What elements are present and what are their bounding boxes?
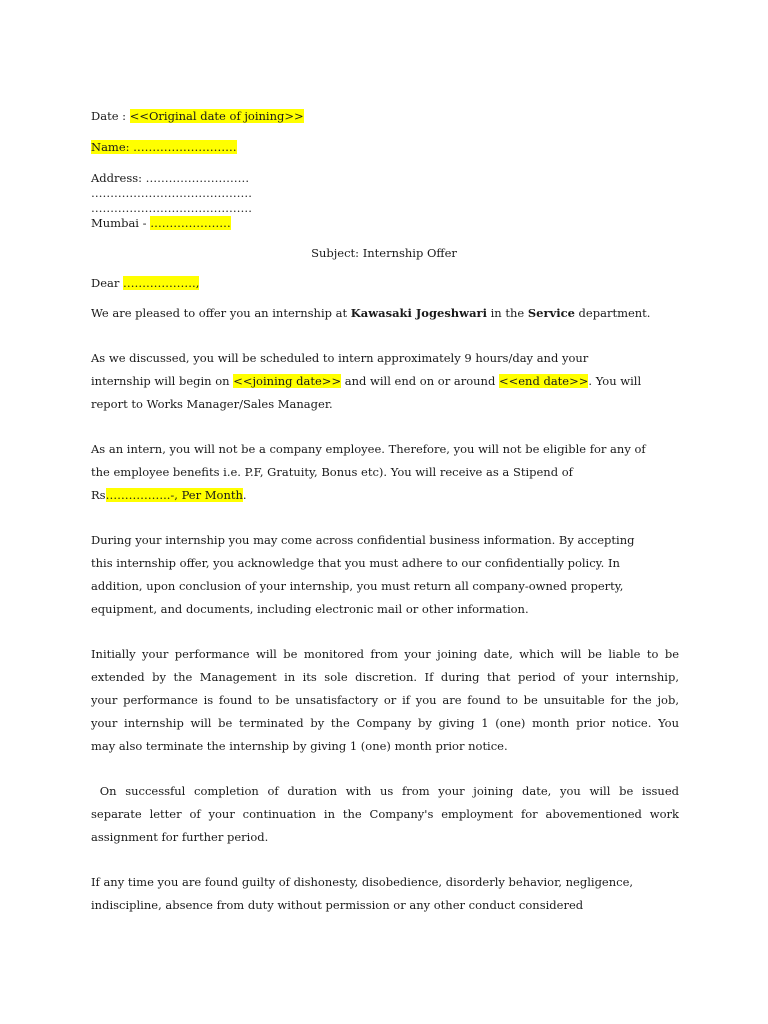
address-line-1: Address: ……………………… [91, 171, 250, 185]
end-date-field: <<end date>> [498, 374, 589, 388]
stipend-suffix: . [242, 488, 247, 502]
mumbai-value: ………………… [150, 216, 231, 230]
company-name: Kawasaki Jogeshwari [350, 306, 487, 320]
paragraph-confidential-line-4: equipment, and documents, including electronic mail or other information. [91, 602, 529, 616]
paragraph-confidential-line-2: this internship offer, you acknowledge that you must adhere to our confidentially policy. In [91, 556, 620, 570]
address-line-2: …………………………………… [91, 186, 252, 200]
subject-line: Subject: Internship Offer [311, 246, 457, 260]
dear-value: ………………., [123, 276, 200, 290]
paragraph-performance-line-5: may also terminate the internship by giving 1 (one) month prior notice. [91, 739, 508, 753]
paragraph-confidential-line-3: addition, upon conclusion of your internship, you must return all company-owned property, [91, 579, 624, 593]
paragraph-performance-line-2: extended by the Management in its sole discretion. If during that period of your internship, [91, 670, 679, 684]
stipend-amount-field: ……………..-, Per Month [105, 488, 243, 502]
paragraph-performance-line-1: Initially your performance will be monitored from your joining date, which will be liable to be [91, 647, 679, 661]
schedule-text-e: . You will [588, 374, 642, 388]
date-label: Date : [91, 109, 130, 123]
paragraph-completion-line-2: separate letter of your continuation in the Company's employment for abovementioned work [91, 807, 679, 821]
paragraph-schedule-line-3: report to Works Manager/Sales Manager. [91, 397, 333, 411]
date-line [91, 108, 304, 124]
joining-date-field: <<joining date>> [233, 374, 342, 388]
paragraph-intern-line-1: As an intern, you will not be a company employee. Therefore, you will not be eligible for any of [91, 442, 646, 456]
address-line-3: …………………………………… [91, 201, 252, 215]
paragraph-confidential-line-1: During your internship you may come across confidential business information. By accepting [91, 533, 635, 547]
paragraph-conduct-line-1: If any time you are found guilty of dishonesty, disobedience, disorderly behavior, negligence, [91, 875, 634, 889]
schedule-text-c: and will end on or around [341, 374, 499, 388]
paragraph-intern-line-2: the employee benefits i.e. P.F, Gratuity, Bonus etc). You will receive as a Stipend of [91, 465, 573, 479]
offer-text-2: in the [486, 306, 528, 320]
dear-label: Dear [91, 276, 124, 290]
paragraph-performance-line-4: your internship will be terminated by the Company by giving 1 (one) month prior notice. You [91, 716, 679, 730]
paragraph-conduct-line-2: indiscipline, absence from duty without permission or any other conduct considered [91, 898, 584, 912]
paragraph-intern-line-3 [91, 487, 247, 503]
paragraph-completion-line-3: assignment for further period. [91, 830, 269, 844]
date-value: <<Original date of joining>> [129, 109, 304, 123]
name-line [91, 139, 237, 155]
paragraph-offer [91, 305, 650, 321]
paragraph-completion-line-1: On successful completion of duration with us from your joining date, you will be issued [91, 784, 679, 798]
paragraph-performance-line-3: your performance is found to be unsatisfactory or if you are found to be unsuitable for the job, [91, 693, 679, 707]
paragraph-schedule-line-2 [91, 373, 641, 389]
department-name: Service [527, 306, 575, 320]
offer-text-1: We are pleased to offer you an internship at [91, 306, 351, 320]
mumbai-label: Mumbai - [91, 216, 151, 230]
stipend-prefix: Rs [91, 488, 106, 502]
salutation [91, 275, 199, 291]
name-field: Name: ……………………… [91, 140, 237, 154]
offer-text-3: department. [574, 306, 651, 320]
paragraph-schedule-line-1: As we discussed, you will be scheduled to intern approximately 9 hours/day and your [91, 351, 589, 365]
schedule-text-a: internship will begin on [91, 374, 234, 388]
mumbai-line [91, 215, 231, 231]
